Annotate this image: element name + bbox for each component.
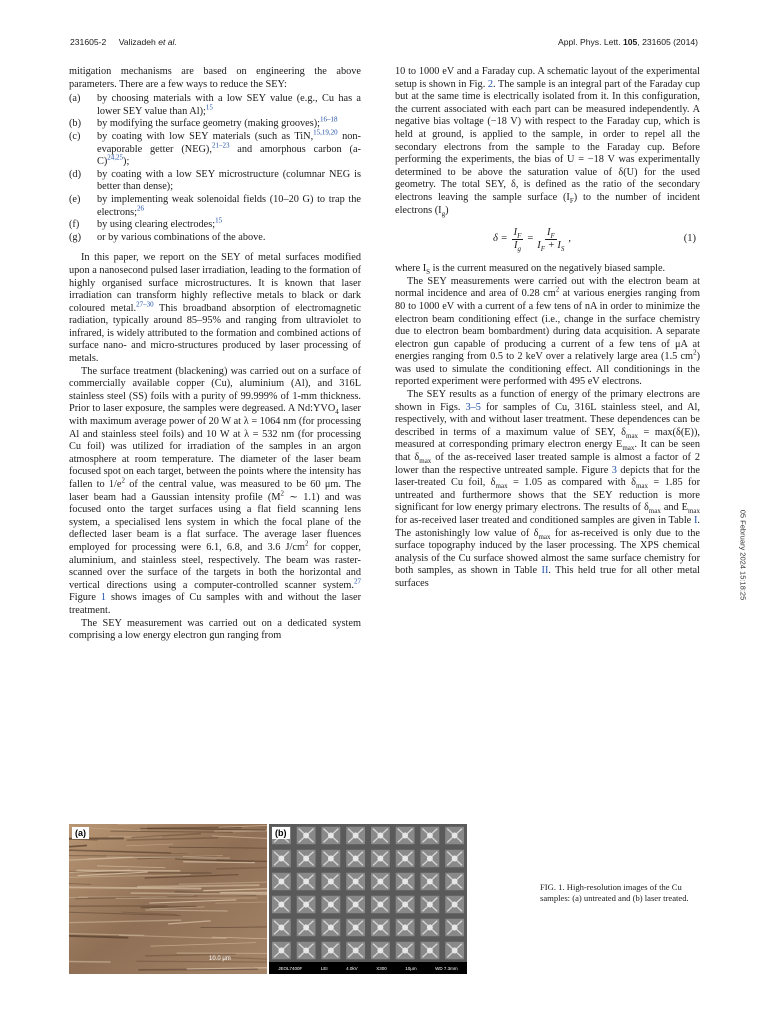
list-marker: (b) xyxy=(69,118,82,130)
download-stamp-text: 05 February 2024 15:18:25 xyxy=(738,509,748,601)
reference-link[interactable]: 27 xyxy=(354,577,361,586)
list-item xyxy=(69,232,361,245)
journal-volume: 105 xyxy=(622,37,638,47)
list-marker: (d) xyxy=(69,168,82,180)
body-paragraph: The SEY results as a function of energy of the primary electrons are shown in Figs. 3–5 for samples of Cu, 316L stainless steel, and Al, respectively, with and without laser treatment. These dependences can be described in terms of a maximum value of SEY, $\delta_{max} = \max(\delta(E))$, measured at corresponding primary electron energy $E_{max}$. It can be seen that $\delta_{max}$ of the as-received laser treated sample is almost a factor of 2 lower than the respective untreated sample. Figure 3 depicts that for the laser-treated Cu foil, $\delta_{max} = 1.05$ as compared with $\delta_{max} = 1.85$ for untreated and furthermore shows that the SEY reduction is more significant for low energy primary electrons. The results of $\delta_{max}$ and $E_{max}$ for as-received laser treated and conditioned samples are given in Table I. The astonishingly low value of $\delta_{max}$ for as-received is only due to the surface topography induced by the laser processing. The XPS chemical analysis of the Cu surface showed almost the same surface chemistry for both samples, as shown in Table II. This held true for all other metal surfaces xyxy=(395,389,700,589)
reference-link[interactable]: 27–30 xyxy=(136,300,154,309)
journal-name: Appl. Phys. Lett. xyxy=(558,37,623,47)
panel-label-a: (a) xyxy=(72,827,89,839)
body-paragraph: 10 to 1000 eV and a Faraday cup. A schematic layout of the experimental setup is shown in Fig. 2. The sample is an integral part of the Faraday cup but at the same time is electrically isolated from it. In this configuration, the current associated with each part can be measured independently. A negative bias voltage (−18 V) with respect to the Faraday cup, which is held at ground, is applied to the sample, in order to repel all the secondary electrons from the sample to the Faraday cup. Before performing the experiments, the bias of U = −18 V was experimentally determined to be above the saturation value of δ(U) for the used geometry. The total SEY, δ, is defined as the ratio of the secondary electrons leaving the sample surface $(I_F)$ to the number of incident electrons $(I_g)$ xyxy=(395,66,701,218)
list-text: or by various combinations of the above. xyxy=(97,231,266,243)
page-number: 231605-2 xyxy=(70,37,107,47)
equation-number: (1) xyxy=(683,233,696,245)
list-text: by coating with low SEY materials (such as TiN, xyxy=(97,130,314,142)
list-marker: (f) xyxy=(69,219,80,231)
body-paragraph: where $I_S$ is the current measured on the negatively biased sample. xyxy=(395,263,666,277)
reference-link[interactable]: 15 xyxy=(215,216,223,225)
sem-info-bar: JEOL7400F LEI 4.0kV X300 10μm WD 7.3mm xyxy=(269,962,467,974)
table-link[interactable]: II xyxy=(541,565,549,577)
list-marker: (c) xyxy=(69,130,81,142)
list-marker: (g) xyxy=(69,231,82,243)
fraction: $\frac{I_F}{I_g}$ xyxy=(513,227,522,254)
body-paragraph: The surface treatment (blackening) was carried out on a surface of commercially available copper (Cu), aluminium (Al), and 316L stainless steel (SS) foils with a purity of 99.999% of 1-mm thickness. Prior to laser exposure, the samples were degreased. A $Nd:YVO_4$ laser with maximum average power of 20 W at λ = 1064 nm (for processing Al and stainless steel foils) and 10 W at λ = 532 nm (for processing Cu foil) was utilized for irradiation of the samples in an argon atmosphere at room temperature. The diameter of the laser beam focused spot on each target, between the points where the intensity has fallen to $1/e^2$ of the central value, was measured to be 60 μm. The laser beam had a Gaussian intensity profile ($M^2$ ∼ 1.1) and was focused onto the target surfaces using a flat field scanning lens system, a specialised lens system in which the focal plane of the deflected laser beam is a flat surface. The average laser fluences employed for processing were 6.1, 6.8, and 3.6 $J/cm^2$ for copper, aluminium, and stainless steel, respectively. The beam was raster-scanned over the surface of the targets in both the horizontal and vertical directions using a computer-controlled scanner system.$^{27}$ Figure 1 shows images of Cu samples with and without the laser treatment. xyxy=(69,365,361,616)
list-text: by using clearing electrodes; xyxy=(97,219,216,231)
list-text: by coating with a low SEY microstructure (columnar NEG is better than dense); xyxy=(97,168,361,193)
list-item xyxy=(69,128,361,169)
body-paragraph: The SEY measurement was carried out on a dedicated system comprising a low energy electron gun ranging from xyxy=(69,617,361,642)
figure-panel-b xyxy=(269,824,467,974)
panel-label-b: (b) xyxy=(272,827,290,839)
list-text: by modifying the surface geometry (making grooves); xyxy=(97,118,321,130)
reference-link[interactable]: 15,19,20 xyxy=(313,128,338,137)
figure-panel-a xyxy=(69,824,267,974)
header-authors: Valizadeh xyxy=(118,37,159,47)
scale-bar-label: 10.0 μm xyxy=(209,956,231,962)
reference-link[interactable]: 24,25 xyxy=(107,153,124,162)
reference-link[interactable]: 26 xyxy=(137,204,145,213)
sey-reduction-list xyxy=(69,93,361,244)
fraction: $\frac{I_F}{I_F + I_S}$ xyxy=(537,227,565,254)
figure-link[interactable]: 3–5 xyxy=(465,401,481,413)
list-item xyxy=(69,194,361,219)
untreated-surface-image xyxy=(69,824,267,974)
right-column xyxy=(395,66,700,591)
header-left xyxy=(70,37,177,47)
list-text: by choosing materials with a low SEY value (e.g., Cu has a lower SEY value than Al); xyxy=(97,93,361,117)
figure-link[interactable]: 3 xyxy=(611,464,617,476)
reference-link[interactable]: 15 xyxy=(205,103,213,112)
list-item xyxy=(69,93,361,118)
list-item xyxy=(69,169,361,194)
journal-article: , 231605 (2014) xyxy=(637,37,698,47)
equation-1: δ = $\frac{I_F}{I_g}$ = $\frac{I_F}{I_F + I_S}$ , (1) xyxy=(493,227,696,254)
reference-link[interactable]: 16–18 xyxy=(320,115,338,124)
running-header xyxy=(70,37,698,51)
list-text: ); xyxy=(123,156,130,168)
list-item xyxy=(69,216,361,232)
list-marker: (a) xyxy=(69,93,81,105)
download-stamp xyxy=(736,509,750,601)
intro-paragraph: mitigation mechanisms are based on engineering the above parameters. There are a few ways to reduce the SEY: xyxy=(69,66,361,90)
list-text: non-evaporable getter (NEG), xyxy=(97,130,361,155)
laser-treated-surface-image xyxy=(269,824,467,974)
figure-caption: FIG. 1. High-resolution images of the Cu samples: (a) untreated and (b) laser treated. xyxy=(540,882,689,903)
list-text: by implementing weak solenoidal fields (10–20 G) to trap the electrons; xyxy=(97,193,361,218)
header-etal: et al. xyxy=(158,37,177,47)
figure-link[interactable]: 2 xyxy=(487,78,494,90)
body-paragraph: The SEY measurements were carried out with the electron beam at normal incidence and area of 0.28 $cm^2$ at various energies ranging from 80 to 1000 eV with a current of a few tens of nA in order to minimize the electron beam conditioning effect (i.e., change in the surface chemistry due to electron beam bombardment) during data acquisition. A separate electron gun capable of producing a current of a few tens of μA at energies ranging from 0.5 to 2 keV over a relatively large area (1.5 $cm^2$) was used to simulate the conditioning effect. All conditionings in the reported experiment were performed with 495 eV electrons. xyxy=(395,275,701,388)
list-marker: (e) xyxy=(69,193,81,205)
header-citation xyxy=(558,37,698,47)
left-column xyxy=(69,66,361,643)
reference-link[interactable]: 21–23 xyxy=(211,141,230,150)
equation-lhs: δ = xyxy=(493,233,508,245)
table-link[interactable]: I xyxy=(693,515,698,526)
body-paragraph: In this paper, we report on the SEY of metal surfaces modified upon a nanosecond pulsed laser irradiation, leading to the formation of highly organised surface microstructures. It is known that laser irradiation can transform highly reflective metals to black or dark coloured metal.$^{27-30}$ This broadband absorption of electromagnetic radiation, typically around 85–95% and ranging from ultraviolet to infrared, is widely attributed to the formation and combined actions of surface nano- and micro-structures produced by laser processing of metals. xyxy=(69,252,361,365)
figure-link[interactable]: 1 xyxy=(100,592,107,604)
list-text: and amorphous carbon (a-C) xyxy=(97,143,361,168)
